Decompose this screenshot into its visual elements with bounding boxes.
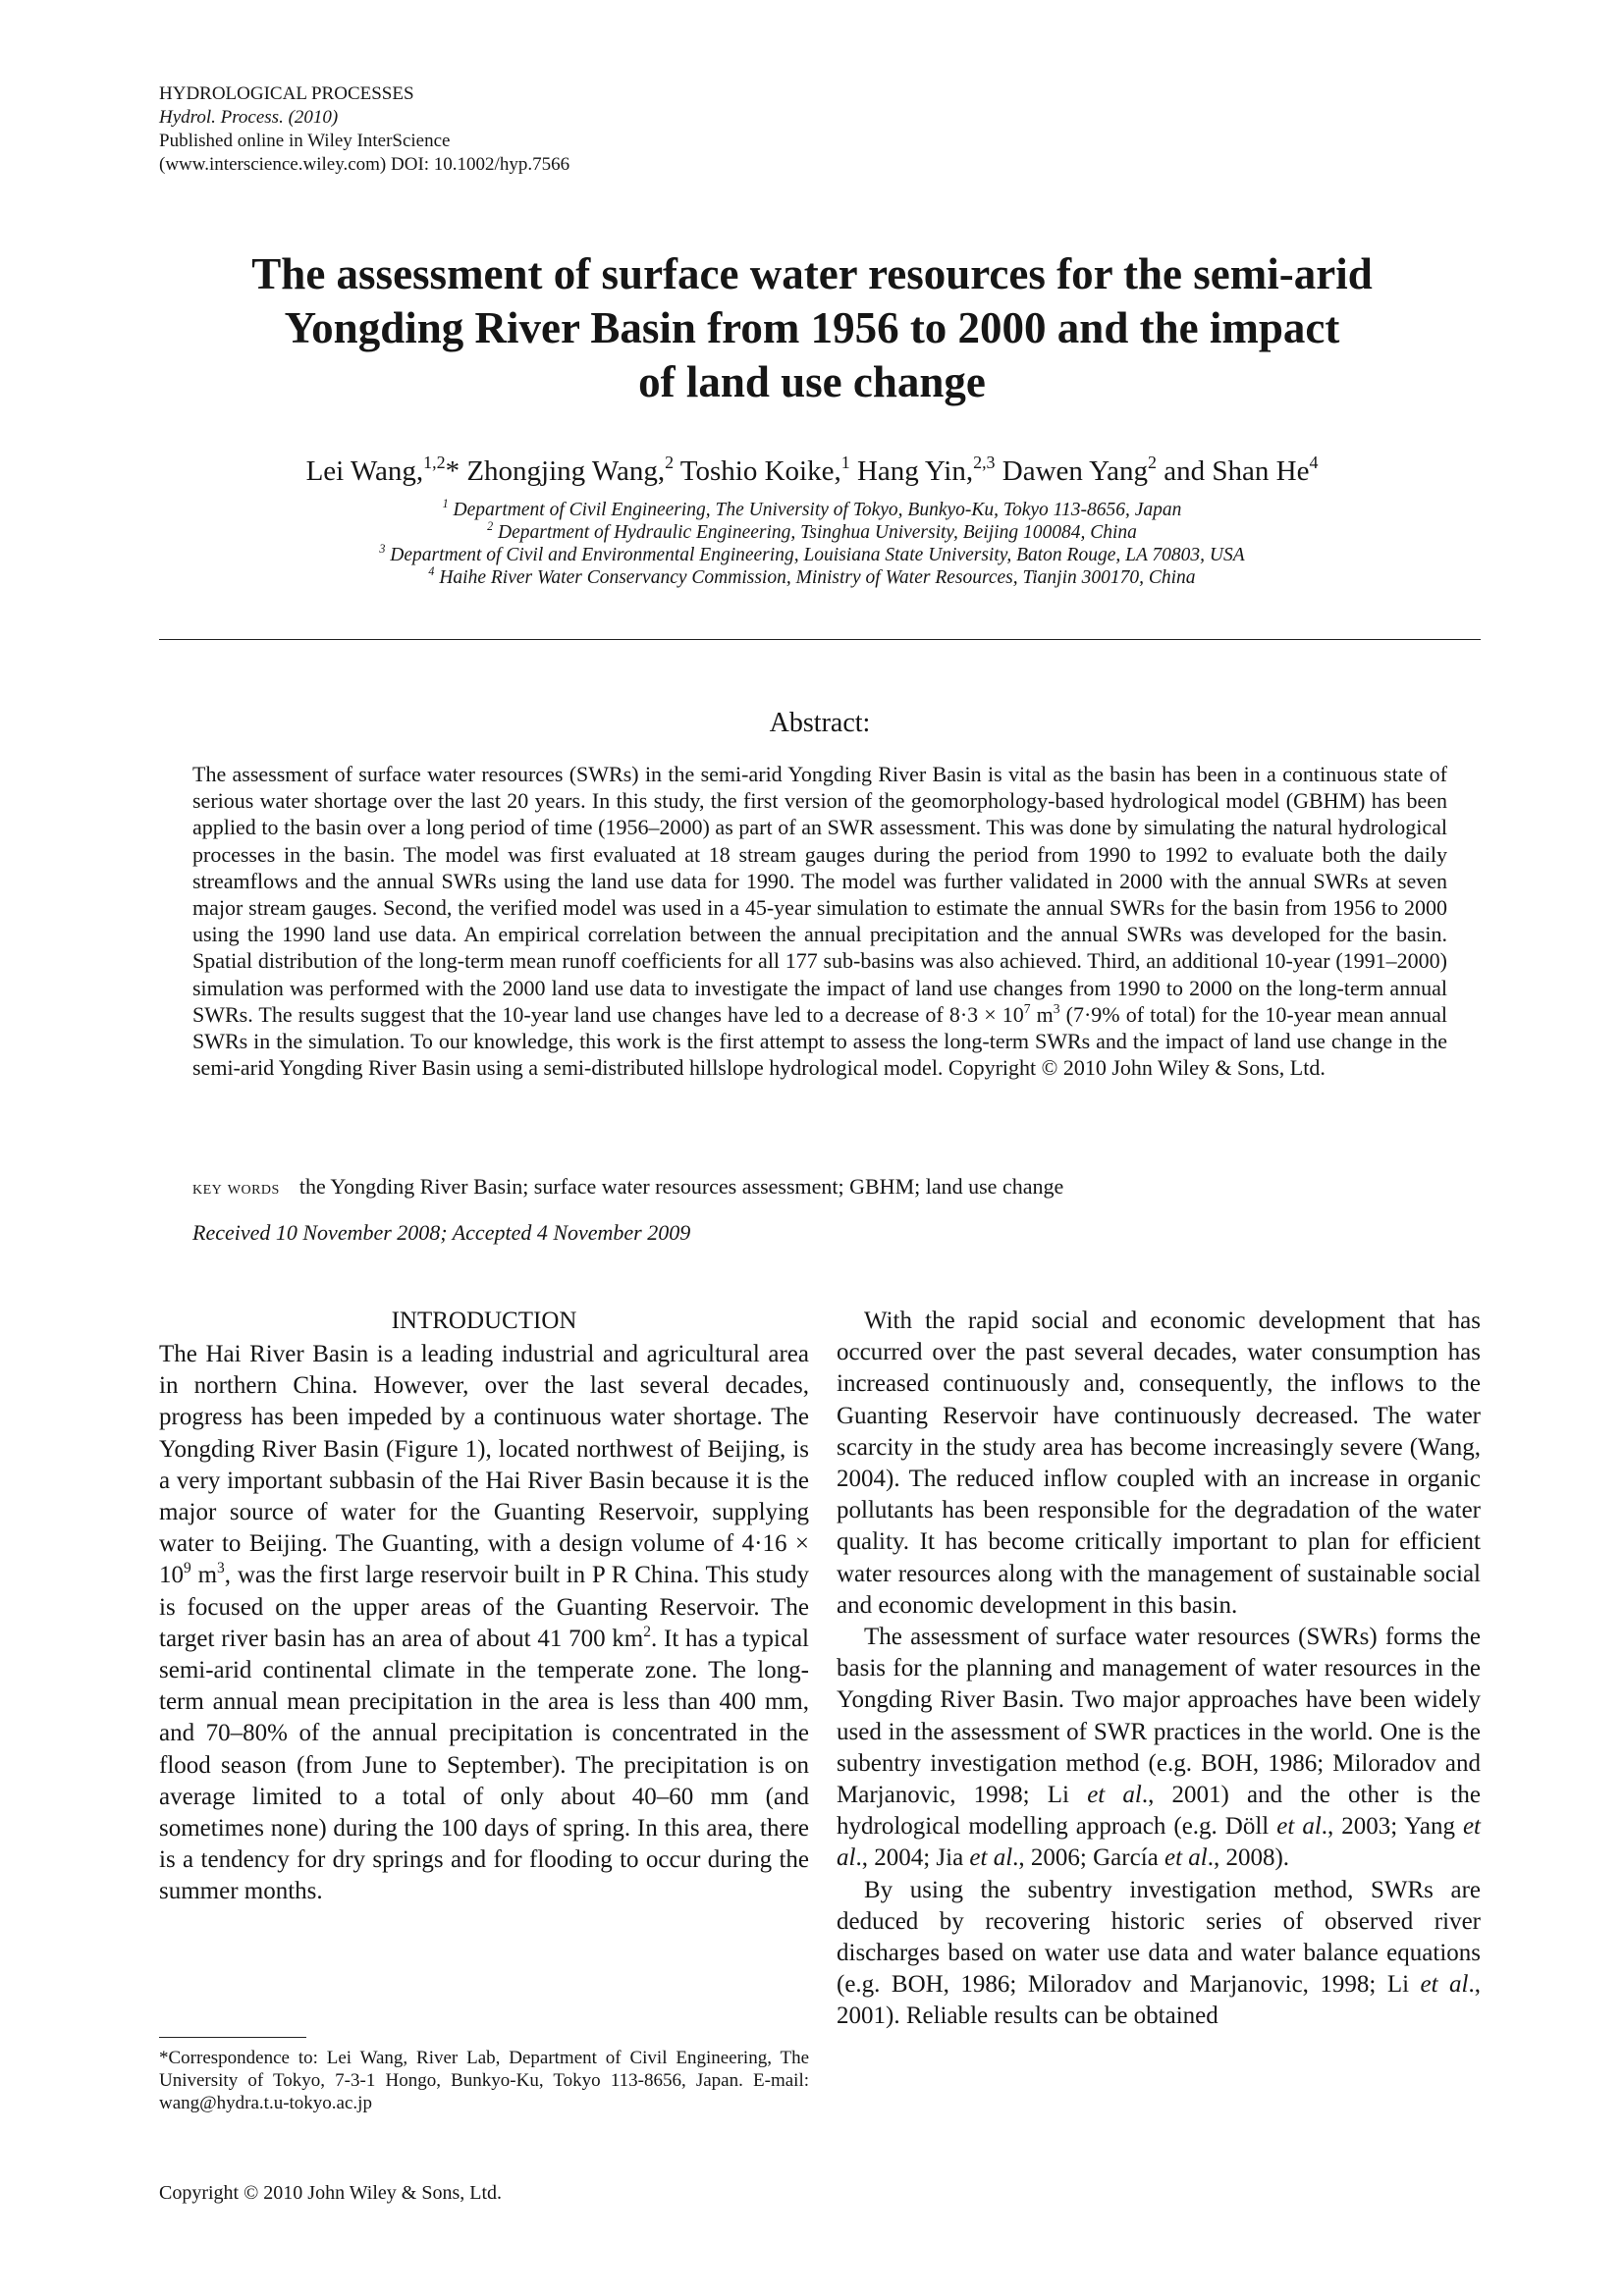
journal-name: HYDROLOGICAL PROCESSES xyxy=(159,83,414,104)
author-list xyxy=(137,454,1487,489)
text-run: ., 2006; García xyxy=(1012,1844,1164,1872)
text-run: ., 2001). Reliable results can be obtained xyxy=(837,1971,1481,2030)
exponent: 7 xyxy=(1023,1000,1031,1016)
exponent: 2 xyxy=(643,1623,652,1640)
text-run: ., 2004; Jia xyxy=(855,1844,970,1872)
exponent: 3 xyxy=(217,1560,225,1577)
keywords-label: key words xyxy=(192,1177,280,1199)
exponent: 3 xyxy=(1053,1000,1060,1016)
journal-header xyxy=(159,82,569,177)
author-name: Dawen Yang xyxy=(1001,455,1149,487)
keywords xyxy=(192,1173,1063,1201)
et-al: et al xyxy=(1276,1813,1322,1841)
et-al: et al xyxy=(1164,1844,1208,1872)
copyright-notice: Copyright © 2010 John Wiley & Sons, Ltd. xyxy=(159,2182,503,2204)
keywords-text: the Yongding River Basin; surface water resources assessment; GBHM; land use change xyxy=(298,1174,1064,1199)
author-name: Hang Yin, xyxy=(856,455,974,487)
author-name: Zhongjing Wang, xyxy=(466,455,666,487)
affiliation xyxy=(137,496,1487,521)
header-divider xyxy=(159,639,1481,640)
footnote-divider xyxy=(159,2037,306,2038)
author-affil-mark: 2 xyxy=(1148,453,1157,473)
affiliation-number: 3 xyxy=(379,541,386,556)
corresponding-mark: * xyxy=(445,455,460,487)
text-run: , was the first large reservoir built in P R China. This study is focused on the upper areas of the Guanting Reservoir. The target river basin has an area of about 41 700 km xyxy=(159,1562,809,1652)
affiliation-text: Haihe River Water Conservancy Commission, Ministry of Water Resources, Tianjin 300170, China xyxy=(439,567,1196,588)
abstract-body xyxy=(192,761,1447,1081)
journal-published: Published online in Wiley InterScience xyxy=(159,131,451,151)
text-run: ., 2008). xyxy=(1207,1844,1290,1872)
et-al: et al xyxy=(1420,1971,1469,1999)
journal-issue: Hydrol. Process. (2010) xyxy=(159,107,339,128)
affiliation xyxy=(137,518,1487,544)
paper-title xyxy=(137,247,1487,409)
title-line: The assessment of surface water resources for the semi-arid xyxy=(251,249,1373,298)
received-dates: Received 10 November 2008; Accepted 4 November 2009 xyxy=(192,1220,691,1245)
author-affil-mark: 2 xyxy=(665,453,675,473)
text-run: m xyxy=(190,1562,218,1589)
paragraph: With the rapid social and economic development that has occurred over the past several decades, water consumption has increased continuously and, consequently, the inflows to the Guanting Reservoir have continuously decreased. The water scarcity in the study area has become increasingly severe (Wang, 2004). The reduced inflow coupled with an increase in organic pollutants has been responsible for the degradation of the water quality. It has become critically important to plan for efficient water resources along with the management of sustainable social and economic development in this basin. xyxy=(837,1308,1481,1619)
abstract-heading: Abstract: xyxy=(769,708,871,738)
journal-doi: (www.interscience.wiley.com) DOI: 10.1002/hyp.7566 xyxy=(159,154,570,175)
author-name: Toshio Koike, xyxy=(679,455,841,487)
abstract-text-end: (7·9% of total) for the 10-year mean annual SWRs in the simulation. To our knowledge, this work is the first attempt to assess the long-term SWRs and the impact of land use change in the semi-arid Yongding River Basin using a semi-distributed hillslope hydrological model. Copyright © 2010 John Wiley & Sons, Ltd. xyxy=(192,1001,1447,1081)
text-run: . It has a typical semi-arid continental climate in the temperate zone. The long-term annual mean precipitation in the area is less than 400 mm, and 70–80% of the annual precipitation is concentrated in the flood season (from June to September). The precipitation is on average limited to a total of only about 40–60 mm (and sometimes none) during the 100 days of spring. In this area, there is a tendency for dry springs and for flooding to occur during the summer months. xyxy=(159,1625,809,1905)
author-affil-mark: 2,3 xyxy=(973,453,996,473)
text-run: ., 2001) and the other is the hydrological modelling approach (e.g. Döll xyxy=(837,1782,1481,1841)
affiliation xyxy=(137,541,1487,566)
abstract-paragraph xyxy=(192,761,1447,1081)
et-al: et al xyxy=(1087,1782,1142,1809)
right-column xyxy=(837,1306,1481,2033)
paragraph xyxy=(159,1339,809,1908)
affiliation-text: Department of Civil and Environmental Engineering, Louisiana State University, Baton Rouge, LA 70803, USA xyxy=(390,545,1245,565)
affiliation-text: Department of Civil Engineering, The University of Tokyo, Bunkyo-Ku, Tokyo 113-8656, Japan xyxy=(453,500,1182,520)
section-heading: INTRODUCTION xyxy=(391,1308,577,1334)
author-affil-mark: 4 xyxy=(1309,453,1319,473)
author-name: Lei Wang, xyxy=(305,455,424,487)
affiliation-number: 1 xyxy=(442,496,449,510)
text-run: By using the subentry investigation method, SWRs are deduced by recovering historic series of observed river discharges based on water use data and water balance equations (e.g. BOH, 1986; Miloradov and Marjanovic, 1998; Li xyxy=(837,1876,1481,1999)
affiliation-number: 2 xyxy=(487,518,494,533)
text-run: ., 2003; Yang xyxy=(1321,1813,1463,1841)
author-name: and Shan He xyxy=(1164,455,1310,487)
paragraph xyxy=(837,1875,1481,2033)
affiliation-text: Department of Hydraulic Engineering, Tsinghua University, Beijing 100084, China xyxy=(498,522,1137,543)
paragraph xyxy=(837,1622,1481,1875)
left-column xyxy=(159,1306,809,1908)
affiliations xyxy=(137,496,1487,589)
abstract-unit: m xyxy=(1030,1001,1054,1027)
et-al: et al xyxy=(837,1813,1481,1872)
author-affil-mark: 1,2 xyxy=(423,453,446,473)
et-al: et al xyxy=(969,1844,1013,1872)
text-run: The Hai River Basin is a leading industrial and agricultural area in northern China. However, over the last several decades, progress has been impeded by a continuous water shortage. The Yongding River Basin (Figure 1), located northwest of Beijing, is a very important subbasin of the Hai River Basin because it is the major source of water for the Guanting Reservoir, supplying water to Beijing. The Guanting, with a design volume of 4·16 × 10 xyxy=(159,1341,809,1589)
title-line: of land use change xyxy=(638,357,986,406)
correspondence-footnote: *Correspondence to: Lei Wang, River Lab, Department of Civil Engineering, The University of Tokyo, 7-3-1 Hongo, Bunkyo-Ku, Tokyo 113-8656, Japan. E-mail: wang@hydra.t.u-tokyo.ac.jp xyxy=(159,2048,809,2113)
affiliation-number: 4 xyxy=(428,563,435,578)
text-run: The assessment of surface water resources (SWRs) forms the basis for the planning and management of water resources in the Yongding River Basin. Two major approaches have been widely used in the assessment of SWR practices in the world. One is the subentry investigation method (e.g. BOH, 1986; Miloradov and Marjanovic, 1998; Li xyxy=(837,1624,1481,1809)
affiliation xyxy=(137,563,1487,589)
abstract-text: The assessment of surface water resources (SWRs) in the semi-arid Yongding River Basin is vital as the basin has been in a continuous state of serious water shortage over the last 20 years. In this study, the first version of the geomorphology-based hydrological model (GBHM) has been applied to the basin over a long period of time (1956–2000) as part of an SWR assessment. This was done by simulating the natural hydrological processes in the basin. The model was first evaluated at 18 stream gauges during the period from 1990 to 1992 to evaluate both the daily streamflows and the annual SWRs using the land use data for 1990. The model was further validated in 2000 with the annual SWRs at seven major stream gauges. Second, the verified model was used in a 45-year simulation to estimate the annual SWRs for the basin from 1956 to 2000 using the 1990 land use data. An empirical correlation between the annual precipitation and the annual SWRs was developed for the basin. Spatial distribution of the long-term mean runoff coefficients for all 177 sub-basins was also achieved. Third, an additional 10-year (1991–2000) simulation was performed with the 2000 land use data to investigate the impact of land use changes from 1990 to 2000 on the long-term annual SWRs. The results suggest that the 10-year land use changes have led to a decrease of 8·3 × 10 xyxy=(192,762,1447,1027)
title-line: Yongding River Basin from 1956 to 2000 and the impact xyxy=(284,303,1340,352)
exponent: 9 xyxy=(184,1560,191,1577)
author-affil-mark: 1 xyxy=(840,453,850,473)
